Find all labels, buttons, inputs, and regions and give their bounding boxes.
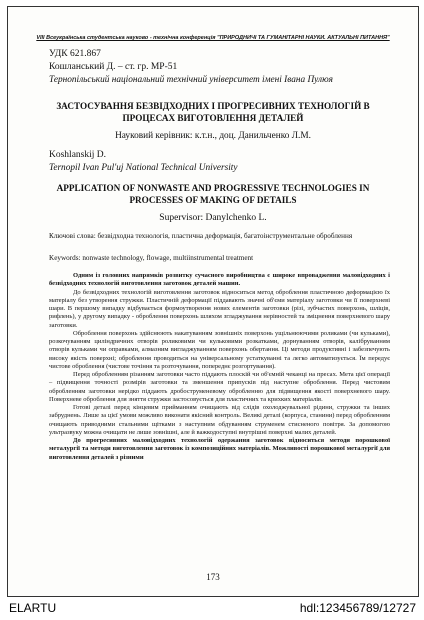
handle-id: hdl:123456789/12727	[299, 601, 416, 615]
udc-code: УДК 621.867	[49, 49, 101, 59]
affiliation-en: Ternopil Ivan Pul'uj National Technical University	[49, 163, 238, 173]
document-page	[7, 6, 419, 597]
supervisor-ua: Науковий керівник: к.т.н., доц. Данильченко Л.М.	[115, 131, 311, 141]
article-body	[49, 272, 390, 462]
title-en: APPLICATION OF NONWASTE AND PROGRESSIVE TECHNOLOGIES IN PROCESSES OF MAKING OF DETAILS	[56, 183, 370, 205]
affiliation-ua: Тернопільський національний технічний університет імені Івана Пулюя	[49, 75, 333, 85]
authors-ua: Кошланський Д. – ст. гр. МР-51	[49, 62, 178, 72]
paragraph-4: Перед обробленням різанням заготовки часто піддають плоскій чи об'ємній чеканці на пресах. Мета цієї операції – підвищення точності розмірів заготовки та зменшення припусків під наступне оброблення. Перед чистовим обробленням заготовки нерідко піддають дробоструменевому обробленню для підвищення якості поверхневого шару. Поверхневе оброблення для зняття стружки застосовується для пластичних та крихких матеріалів.	[49, 371, 390, 403]
repository-name: ELARTU	[9, 601, 57, 615]
conference-header: VIII Всеукраїнська студентська науково - технічна конференція "ПРИРОДНИЧІ ТА ГУМАНІТАРНІ НАУКИ. АКТУАЛЬНІ ПИТАННЯ"	[36, 35, 390, 41]
paragraph-2: До безвідходних технологій виготовлення заготовок відноситься метод оброблення пластичною деформацією їх матеріалу без утворення стружки. Пластичній деформації піддавають значні об'єми матеріалу заготовки чи її поверхневі шари. В першому випадку відбувається формоутворення нових елементів заготовки (різі, зубчастих поверхонь, шліців, рифлень), у другому випадку - оброблення поверхонь шляхом згладжування нерівностей та зміцнення поверхневого шару заготовки.	[49, 288, 390, 329]
paragraph-3: Оброблення поверхонь здійснюють накатуванням зовнішніх поверхонь ущільнюючими роликами (чи кульками), розкочуванням циліндричних отворів роликовими чи кульковими розкатками, дорнуванням отворів, калібруванням отворів кульками чи оправками, алмазним вигладжуванням поверхонь обертання. Ці методи продуктивні і забезпечують високу якість поверхні; оброблення проводиться на універсальному устаткуванні та легко автоматизується. Їм передує чистове оброблення (чистове точіння та розточування, попереднє розгортування).	[49, 329, 390, 370]
page-number: 173	[206, 572, 220, 582]
title-ua: ЗАСТОСУВАННЯ БЕЗВІДХОДНИХ І ПРОГРЕСИВНИХ ТЕХНОЛОГІЙ В ПРОЦЕСАХ ВИГОТОВЛЕННЯ ДЕТАЛЕЙ	[56, 101, 370, 123]
keywords-en: Keywords: nonwaste technology, flowage, multiinstrumental treatment	[49, 254, 254, 262]
paragraph-1: Одним із головних напрямків розвитку сучасного виробництва є широке впровадження маловідходних і безвідходних технологій виготовлення заготовок деталей машин.	[49, 272, 390, 288]
repository-footer	[0, 598, 424, 620]
author-en: Koshlanskij D.	[49, 150, 106, 160]
supervisor-en: Supervisor: Danylchenko L.	[159, 213, 267, 223]
paragraph-5: Готові деталі перед кінцевим прийманням очищають від слідів охолоджувальної рідини, стружки та інших забруднень. Лише за цієї умови можливо виконати якісний контроль. Великі деталі (корпуса, станини) перед обробленням очищають приводними стальними щітками з наступним обдуванням струменем стисненого повітря. За допомогою ультразвуку можна очищати не лише зовнішні, але й важкодоступні внутрішні поверхні малих деталей.	[49, 404, 390, 436]
keywords-ua: Ключові слова: безвідходна технологія, пластична деформація, багатоінструментальне оброблення	[49, 232, 353, 240]
paragraph-6: До прогресивних маловідходних технологій одержання заготовок відноситься методи порошкової металургії та методи виготовлення заготовок із композиційних матеріалів. Можливості порошкової металургії для виготовлення деталей з різними	[49, 437, 390, 461]
